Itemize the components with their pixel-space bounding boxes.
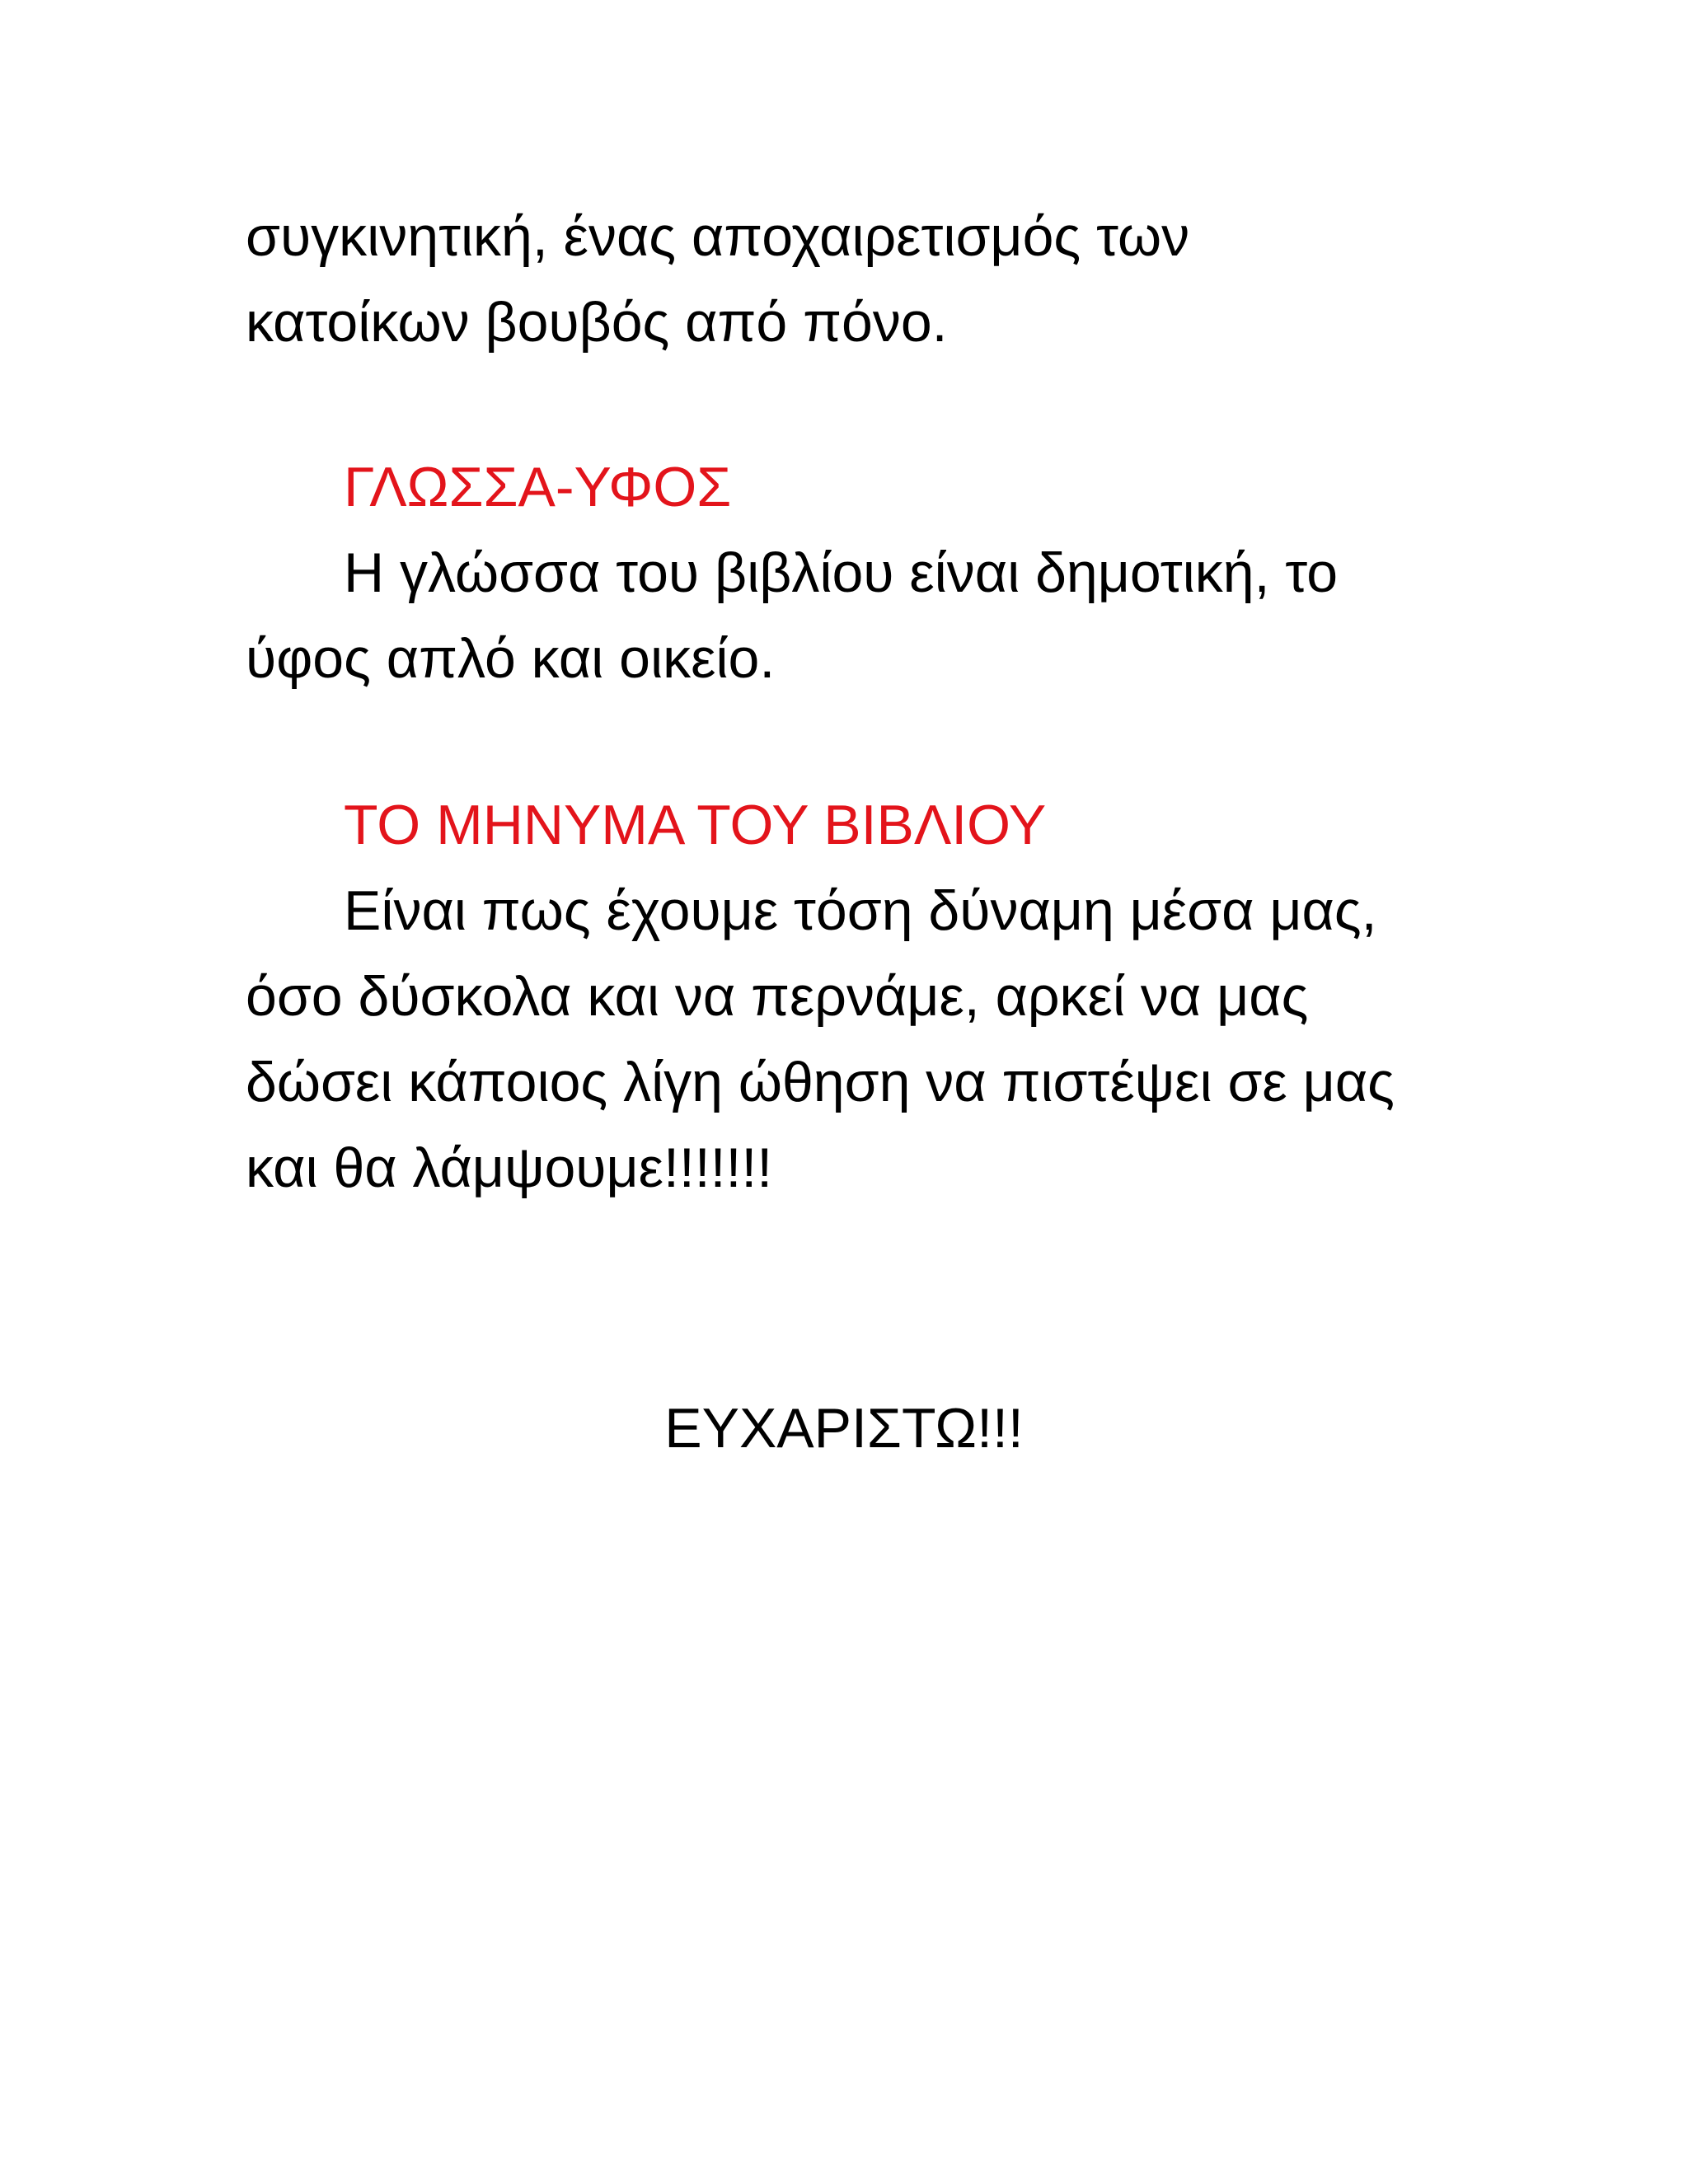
- section-heading-book-message: ΤΟ ΜΗΝΥΜΑ ΤΟΥ ΒΙΒΛΙΟΥ: [344, 794, 1047, 856]
- section-2-paragraph-line-1: Είναι πως έχουμε τόση δύναμη μέσα μας,: [344, 879, 1377, 942]
- section-heading-language-style: ΓΛΩΣΣΑ-ΥΦΟΣ: [344, 456, 732, 518]
- closing-thanks: ΕΥΧΑΡΙΣΤΩ!!!: [664, 1397, 1024, 1460]
- intro-line-2: κατοίκων βουβός από πόνο.: [246, 291, 948, 354]
- intro-line-1: συγκινητική, ένας αποχαιρετισμός των: [246, 205, 1190, 268]
- section-2-paragraph-line-4: και θα λάμψουμε!!!!!!!: [246, 1137, 773, 1199]
- section-2-paragraph-line-2: όσο δύσκολα και να περνάμε, αρκεί να μας: [246, 965, 1309, 1028]
- section-1-paragraph-line-1: Η γλώσσα του βιβλίου είναι δημοτική, το: [344, 541, 1339, 604]
- section-2-paragraph-line-3: δώσει κάποιος λίγη ώθηση να πιστέψει σε μας: [246, 1051, 1395, 1113]
- section-1-paragraph-line-2: ύφος απλό και οικείο.: [246, 627, 776, 690]
